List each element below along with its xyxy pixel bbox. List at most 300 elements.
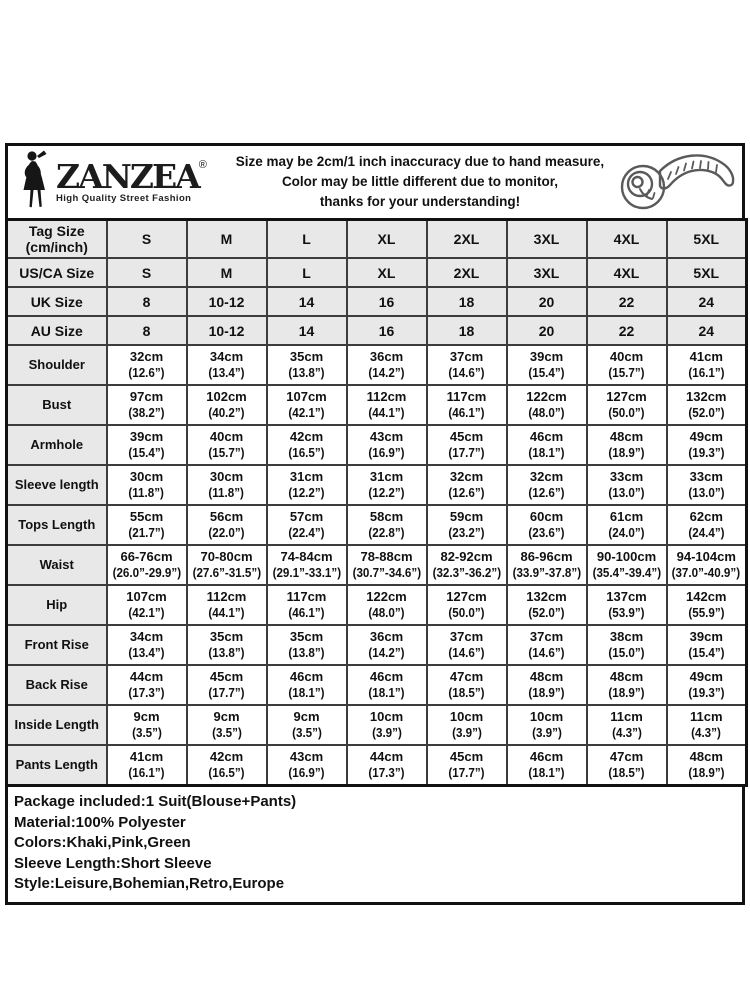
measurement-cell	[507, 665, 587, 705]
row-label: Tops Length	[7, 505, 107, 545]
measurement-cell	[667, 425, 747, 465]
measurement-inch: (44.1”)	[368, 406, 405, 420]
measurement-inch: (50.0”)	[608, 406, 645, 420]
measurement-cm: 11cm	[610, 709, 643, 724]
measurement-inch: (22.0”)	[208, 526, 245, 540]
measurement-inch: (44.1”)	[208, 606, 245, 620]
measurement-cell	[187, 425, 267, 465]
measurement-cell	[427, 385, 507, 425]
size-value-cell: 8	[107, 316, 187, 345]
measurement-cell	[427, 585, 507, 625]
measurement-cell	[507, 705, 587, 745]
measurement-cell	[667, 345, 747, 385]
measurement-inch: (12.2”)	[288, 486, 325, 500]
row-label: Front Rise	[7, 625, 107, 665]
measurement-cell	[347, 425, 427, 465]
measurement-cell	[507, 385, 587, 425]
size-column-header: 4XL	[587, 220, 667, 259]
measurement-cell	[507, 585, 587, 625]
measurement-inch: (11.8”)	[128, 486, 165, 500]
measurement-cell	[267, 385, 347, 425]
measurement-cell	[107, 465, 187, 505]
measure-row	[7, 545, 747, 585]
row-label: Shoulder	[7, 345, 107, 385]
measurement-inch: (18.9”)	[688, 766, 725, 780]
measurement-cm: 74-84cm	[280, 549, 333, 564]
measurement-cell	[587, 425, 667, 465]
measurement-cell	[427, 505, 507, 545]
measurement-cm: 10cm	[449, 709, 484, 724]
measurement-inch: (52.0”)	[688, 406, 725, 420]
size-column-header: 5XL	[667, 220, 747, 259]
measurement-cm: 39cm	[529, 349, 564, 364]
row-label: Bust	[7, 385, 107, 425]
size-column-header: S	[107, 220, 187, 259]
measurement-cm: 122cm	[366, 589, 407, 604]
measurement-inch: (19.3”)	[688, 446, 725, 460]
size-column-header: 3XL	[507, 220, 587, 259]
measurement-cm: 38cm	[609, 629, 644, 644]
measurement-inch: (18.5”)	[448, 686, 485, 700]
measurement-cm: 46cm	[289, 669, 324, 684]
measurement-inch: (12.6”)	[448, 486, 485, 500]
measurement-inch: (26.0”-29.9”)	[112, 566, 181, 580]
measurement-cm: 48cm	[529, 669, 564, 684]
measurement-cell	[507, 625, 587, 665]
note-line: Colors:Khaki,Pink,Green	[14, 834, 191, 851]
size-value-cell: 16	[347, 287, 427, 316]
size-column-header: M	[187, 220, 267, 259]
measurement-cm: 43cm	[369, 429, 404, 444]
measurement-cell	[587, 585, 667, 625]
measurement-cm: 42cm	[209, 749, 244, 764]
measurement-cm: 30cm	[129, 469, 164, 484]
size-chart-sheet	[5, 143, 745, 905]
measurement-cell	[667, 665, 747, 705]
measurement-cell	[347, 465, 427, 505]
measurement-cm: 142cm	[686, 589, 727, 604]
measurement-cm: 37cm	[529, 629, 564, 644]
size-value-cell: 3XL	[507, 258, 587, 287]
measurement-cell	[507, 545, 587, 585]
measurement-inch: (22.8”)	[368, 526, 405, 540]
measurement-inch: (50.0”)	[448, 606, 485, 620]
size-value-cell: 10-12	[187, 287, 267, 316]
measurement-cell	[347, 345, 427, 385]
measurement-cell	[187, 385, 267, 425]
measurement-cell	[427, 345, 507, 385]
measurement-cm: 47cm	[449, 669, 484, 684]
size-value-cell: XL	[347, 258, 427, 287]
measurement-cell	[107, 665, 187, 705]
measurement-cm: 11cm	[689, 709, 723, 724]
measurement-inch: (14.2”)	[368, 366, 405, 380]
measurement-inch: (3.5”)	[131, 726, 162, 740]
measure-row	[7, 505, 747, 545]
measurement-inch: (32.3”-36.2”)	[432, 566, 501, 580]
measurement-cm: 42cm	[289, 429, 324, 444]
measurement-cell	[667, 545, 747, 585]
measurement-cell	[187, 465, 267, 505]
measurement-cell	[587, 345, 667, 385]
measuring-tape-icon	[604, 149, 742, 215]
measurement-cm: 45cm	[449, 749, 484, 764]
measurement-cell	[187, 505, 267, 545]
measurement-cell	[267, 505, 347, 545]
measurement-inch: (42.1”)	[288, 406, 325, 420]
measurement-cell	[587, 505, 667, 545]
measurement-inch: (18.9”)	[608, 686, 645, 700]
measurement-inch: (29.1”-33.1”)	[272, 566, 341, 580]
measurement-inch: (42.1”)	[128, 606, 165, 620]
measurement-cm: 127cm	[446, 589, 487, 604]
measurement-cm: 112cm	[366, 389, 407, 404]
measurement-cell	[587, 745, 667, 786]
measurement-inch: (15.7”)	[208, 446, 245, 460]
measurement-cell	[107, 705, 187, 745]
brand-tagline: High Quality Street Fashion	[56, 193, 192, 205]
brand-name: ZANZEA	[56, 157, 199, 197]
measurement-inch: (17.3”)	[128, 686, 165, 700]
measurement-inch: (16.9”)	[288, 766, 325, 780]
measurement-cell	[347, 665, 427, 705]
measurement-inch: (15.0”)	[608, 646, 645, 660]
size-value-cell: 16	[347, 316, 427, 345]
measurement-cm: 43cm	[289, 749, 324, 764]
measurement-cell	[667, 625, 747, 665]
row-label: Back Rise	[7, 665, 107, 705]
measurement-cm: 94-104cm	[676, 549, 736, 564]
size-value-cell: 24	[667, 316, 747, 345]
measurement-cm: 37cm	[449, 349, 484, 364]
measurement-cm: 10cm	[369, 709, 404, 724]
measurement-cm: 45cm	[449, 429, 484, 444]
size-table	[5, 218, 748, 787]
measurement-inch: (13.8”)	[208, 646, 245, 660]
measurement-inch: (15.4”)	[128, 446, 165, 460]
measurement-cell	[427, 665, 507, 705]
measurement-cell	[267, 585, 347, 625]
measurement-cm: 48cm	[609, 669, 644, 684]
measurement-inch: (37.0”-40.9”)	[671, 566, 741, 580]
measurement-cm: 70-80cm	[200, 549, 253, 564]
measurement-cell	[667, 465, 747, 505]
measurement-cell	[587, 465, 667, 505]
measurement-inch: (3.9”)	[531, 726, 562, 740]
measurement-inch: (15.7”)	[608, 366, 645, 380]
measurement-inch: (53.9”)	[608, 606, 645, 620]
measurement-cm: 49cm	[689, 669, 723, 684]
measurement-cm: 46cm	[529, 749, 564, 764]
measurement-cm: 107cm	[126, 589, 167, 604]
measurement-cm: 47cm	[609, 749, 644, 764]
measurement-cm: 9cm	[293, 709, 320, 724]
measurement-cm: 40cm	[209, 429, 244, 444]
measurement-cm: 37cm	[449, 629, 484, 644]
measurement-cm: 46cm	[369, 669, 404, 684]
product-notes	[5, 787, 745, 905]
measurement-inch: (15.4”)	[688, 646, 725, 660]
row-label: Hip	[7, 585, 107, 625]
measurement-cm: 132cm	[526, 589, 567, 604]
size-value-cell: 8	[107, 287, 187, 316]
size-value-cell: 4XL	[587, 258, 667, 287]
measure-row	[7, 345, 747, 385]
measurement-cell	[667, 385, 747, 425]
measurement-inch: (16.1”)	[128, 766, 165, 780]
measurement-cm: 34cm	[129, 629, 164, 644]
measurement-cm: 66-76cm	[120, 549, 173, 564]
measurement-inch: (14.2”)	[368, 646, 405, 660]
size-column-header: XL	[347, 220, 427, 259]
measurement-cell	[507, 505, 587, 545]
measurement-inch: (23.6”)	[528, 526, 565, 540]
measurement-inch: (13.4”)	[128, 646, 165, 660]
measurement-cell	[267, 625, 347, 665]
size-value-cell: 14	[267, 316, 347, 345]
measure-row	[7, 585, 747, 625]
measurement-cell	[427, 625, 507, 665]
measurement-cm: 82-92cm	[440, 549, 493, 564]
measurement-cm: 62cm	[689, 509, 723, 524]
disclaimer-line: thanks for your understanding!	[319, 194, 521, 209]
measurement-cm: 41cm	[689, 349, 723, 364]
measure-row	[7, 465, 747, 505]
measurement-inch: (14.6”)	[528, 646, 565, 660]
size-row	[7, 316, 747, 345]
measurement-cell	[267, 745, 347, 786]
measurement-cell	[347, 705, 427, 745]
measurement-cell	[667, 705, 747, 745]
measurement-inch: (16.1”)	[688, 366, 725, 380]
measurement-cell	[187, 745, 267, 786]
measurement-cm: 30cm	[209, 469, 244, 484]
size-value-cell: 20	[507, 287, 587, 316]
measurement-inch: (4.3”)	[691, 726, 722, 740]
measurement-cm: 117cm	[286, 589, 327, 604]
measurement-inch: (46.1”)	[448, 406, 485, 420]
size-row	[7, 258, 747, 287]
measurement-cell	[267, 345, 347, 385]
measurement-inch: (16.5”)	[288, 446, 325, 460]
measurement-cell	[187, 545, 267, 585]
measurement-cell	[587, 545, 667, 585]
measurement-inch: (18.1”)	[528, 446, 565, 460]
measurement-cell	[667, 745, 747, 786]
measurement-cell	[347, 545, 427, 585]
measurement-cell	[507, 745, 587, 786]
measurement-cell	[187, 705, 267, 745]
measurement-cell	[267, 465, 347, 505]
measurement-cell	[507, 345, 587, 385]
row-label: UK Size	[7, 287, 107, 316]
measurement-inch: (13.4”)	[208, 366, 245, 380]
measurement-cell	[347, 385, 427, 425]
size-value-cell: 24	[667, 287, 747, 316]
measurement-inch: (18.9”)	[608, 446, 645, 460]
size-value-cell: 5XL	[667, 258, 747, 287]
measurement-cm: 59cm	[449, 509, 484, 524]
tag-size-header-row	[7, 220, 747, 259]
measurement-inch: (35.4”-39.4”)	[592, 566, 661, 580]
measurement-inch: (18.1”)	[288, 686, 325, 700]
measurement-cell	[107, 385, 187, 425]
measurement-inch: (40.2”)	[208, 406, 245, 420]
row-label: Sleeve length	[7, 465, 107, 505]
measurement-inch: (38.2”)	[128, 406, 165, 420]
measurement-inch: (33.9”-37.8”)	[512, 566, 581, 580]
measurement-cm: 132cm	[686, 389, 727, 404]
measurement-cm: 117cm	[446, 389, 487, 404]
measurement-inch: (21.7”)	[128, 526, 165, 540]
measurement-cm: 55cm	[129, 509, 164, 524]
measurement-cell	[427, 745, 507, 786]
size-value-cell: 10-12	[187, 316, 267, 345]
measurement-cell	[667, 585, 747, 625]
size-value-cell: 22	[587, 287, 667, 316]
measurement-inch: (30.7”-34.6”)	[352, 566, 421, 580]
measurement-cell	[587, 705, 667, 745]
measurement-cell	[427, 425, 507, 465]
measurement-cell	[587, 385, 667, 425]
measurement-inch: (52.0”)	[528, 606, 565, 620]
measurement-cell	[427, 465, 507, 505]
measurement-cm: 32cm	[529, 469, 564, 484]
measure-row	[7, 705, 747, 745]
measurement-cell	[267, 665, 347, 705]
size-value-cell: L	[267, 258, 347, 287]
row-label: Inside Length	[7, 705, 107, 745]
measurement-cell	[187, 345, 267, 385]
measurement-cm: 36cm	[369, 629, 404, 644]
measurement-inch: (3.5”)	[291, 726, 322, 740]
measurement-cm: 44cm	[129, 669, 164, 684]
measurement-cell	[267, 705, 347, 745]
measurement-inch: (48.0”)	[528, 406, 565, 420]
measurement-inch: (3.5”)	[211, 726, 242, 740]
measurement-cm: 31cm	[369, 469, 404, 484]
measurement-cm: 78-88cm	[360, 549, 413, 564]
measurement-cm: 32cm	[129, 349, 164, 364]
size-column-header: L	[267, 220, 347, 259]
measurement-inch: (23.2”)	[448, 526, 485, 540]
measure-row	[7, 745, 747, 786]
measurement-cm: 33cm	[609, 469, 644, 484]
measure-row	[7, 665, 747, 705]
size-value-cell: M	[187, 258, 267, 287]
measurement-cm: 90-100cm	[596, 549, 657, 564]
measurement-inch: (18.5”)	[608, 766, 645, 780]
size-table-body	[7, 220, 747, 786]
measurement-inch: (22.4”)	[288, 526, 325, 540]
measurement-cm: 35cm	[289, 629, 324, 644]
size-row	[7, 287, 747, 316]
measurement-cm: 35cm	[209, 629, 244, 644]
measurement-cm: 35cm	[289, 349, 324, 364]
measurement-cell	[187, 625, 267, 665]
measurement-cell	[107, 545, 187, 585]
measurement-inch: (46.1”)	[288, 606, 325, 620]
measurement-cell	[587, 665, 667, 705]
disclaimer-line: Size may be 2cm/1 inch inaccuracy due to hand measure,	[235, 154, 605, 169]
note-line: Package included:1 Suit(Blouse+Pants)	[14, 793, 297, 810]
measurement-inch: (17.3”)	[368, 766, 405, 780]
measurement-cm: 58cm	[369, 509, 404, 524]
measurement-inch: (19.3”)	[688, 686, 725, 700]
note-line: Sleeve Length:Short Sleeve	[14, 854, 212, 872]
size-value-cell: 18	[427, 287, 507, 316]
measurement-inch: (14.6”)	[448, 366, 485, 380]
measurement-cm: 39cm	[129, 429, 164, 444]
measurement-inch: (16.9”)	[368, 446, 405, 460]
brand-wordmark	[56, 157, 207, 205]
measurement-cm: 34cm	[209, 349, 244, 364]
measurement-cm: 46cm	[529, 429, 564, 444]
row-label: Pants Length	[7, 745, 107, 786]
measurement-cell	[267, 545, 347, 585]
measurement-cm: 44cm	[369, 749, 404, 764]
measurement-inch: (17.7”)	[208, 686, 245, 700]
measurement-cell	[107, 505, 187, 545]
measurement-cell	[347, 585, 427, 625]
measurement-inch: (24.4”)	[688, 526, 725, 540]
row-label: US/CA Size	[7, 258, 107, 287]
measurement-cell	[187, 665, 267, 705]
measurement-inch: (12.6”)	[528, 486, 565, 500]
measurement-cell	[107, 425, 187, 465]
measurement-cell	[107, 585, 187, 625]
measurement-inch: (13.0”)	[688, 486, 725, 500]
measurement-inch: (48.0”)	[368, 606, 405, 620]
header	[5, 143, 745, 218]
measurement-cm: 41cm	[129, 749, 164, 764]
measurement-cm: 86-96cm	[520, 549, 573, 564]
measurement-inch: (27.6”-31.5”)	[192, 566, 261, 580]
measurement-cell	[427, 545, 507, 585]
measurement-cell	[107, 625, 187, 665]
size-value-cell: 18	[427, 316, 507, 345]
row-label-line: Tag Size	[28, 223, 85, 239]
measure-row	[7, 625, 747, 665]
measurement-cell	[507, 465, 587, 505]
measurement-cm: 97cm	[129, 389, 164, 404]
row-label-tag-size	[7, 220, 107, 259]
row-label: Armhole	[7, 425, 107, 465]
measure-row	[7, 385, 747, 425]
size-column-header: 2XL	[427, 220, 507, 259]
measurement-cm: 56cm	[209, 509, 244, 524]
row-label-line: (cm/inch)	[25, 239, 88, 255]
disclaimer-line: Color may be little different due to monitor,	[281, 174, 558, 189]
measurement-cell	[667, 505, 747, 545]
row-label: AU Size	[7, 316, 107, 345]
measurement-cm: 48cm	[689, 749, 723, 764]
measurement-inch: (14.6”)	[448, 646, 485, 660]
measurement-cm: 9cm	[133, 709, 160, 724]
measurement-inch: (13.0”)	[608, 486, 645, 500]
size-value-cell: 2XL	[427, 258, 507, 287]
measurement-cell	[347, 625, 427, 665]
measurement-cell	[107, 345, 187, 385]
measurement-cell	[267, 425, 347, 465]
measurement-cm: 32cm	[449, 469, 484, 484]
measurement-cell	[347, 505, 427, 545]
measurement-cm: 137cm	[606, 589, 647, 604]
measurement-inch: (13.8”)	[288, 366, 325, 380]
measurement-cell	[347, 745, 427, 786]
disclaimer-text	[236, 152, 604, 212]
measurement-cm: 49cm	[689, 429, 723, 444]
